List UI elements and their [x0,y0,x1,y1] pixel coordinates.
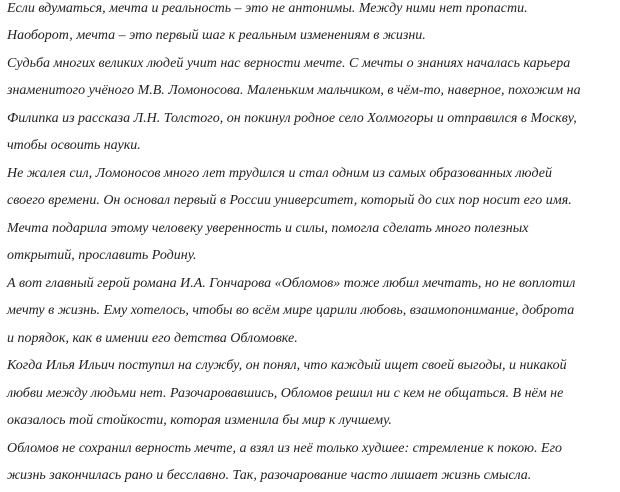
text-line-11: А вот главный герой романа И.А. Гончарова «Обломов» тоже любил мечтать, но не воплотил [7,276,576,291]
text-line-8: своего времени. Он основал первый в России университет, который до сих пор носит его имя. [7,193,572,208]
text-line-18: жизнь закончилась рано и бесславно. Так, разочарование часто лишает жизнь смысла. [7,468,532,483]
text-line-10: открытий, прославить Родину. [7,248,197,263]
text-line-15: любви между людьми нет. Разочаровавшись, Обломов решил ни с кем не общаться. В нём не [7,386,564,401]
text-line-14: Когда Илья Ильич поступил на службу, он понял, что каждый ищет своей выгоды, и никакой [7,358,567,373]
text-line-9: Мечта подарила этому человеку уверенность и силы, помогла сделать много полезных [7,221,529,236]
text-line-1: Если вдуматься, мечта и реальность – это не антонимы. Между ними нет пропасти. [7,1,528,16]
text-line-5: Филипка из рассказа Л.Н. Толстого, он покинул родное село Холмогоры и отправился в Москву, [7,111,577,126]
text-line-13: и порядок, как в имении его детства Обломовке. [7,331,298,346]
text-line-17: Обломов не сохранил верность мечте, а взял из неё только худшее: стремление к покою. Его [7,441,563,456]
text-line-4: знаменитого учёного М.В. Ломоносова. Маленьким мальчиком, в чём-то, наверное, похожим на [7,83,581,98]
text-line-2: Наоборот, мечта – это первый шаг к реальным изменениям в жизни. [7,28,426,43]
text-line-16: оказалось той стойкости, которая изменила бы мир к лучшему. [7,413,392,428]
text-line-6: чтобы освоить науки. [7,138,141,153]
text-line-3: Судьба многих великих людей учит нас верности мечте. С мечты о знаниях началась карьера [7,56,571,71]
text-line-12: мечту в жизнь. Ему хотелось, чтобы во всём мире царили любовь, взаимопонимание, доброта [7,303,575,318]
text-line-7: Не жалея сил, Ломоносов много лет трудился и стал одним из самых образованных людей [7,166,553,181]
